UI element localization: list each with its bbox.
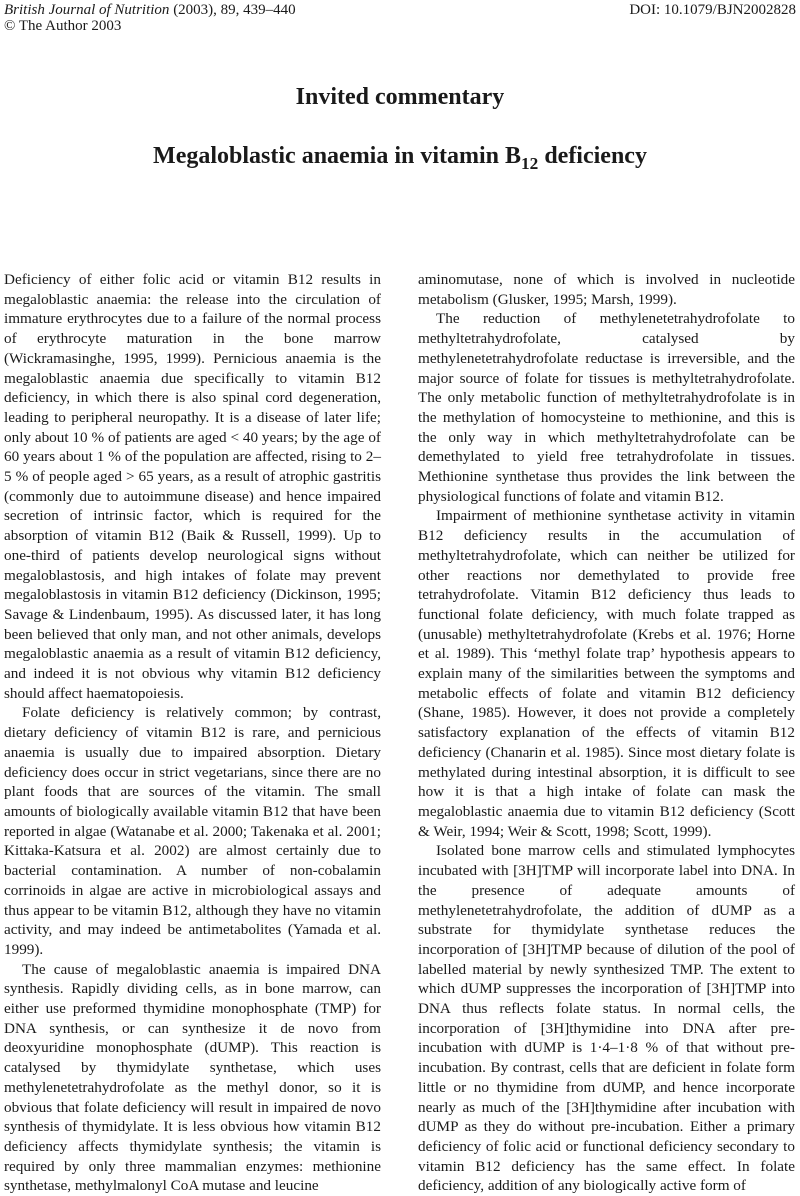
- paragraph: Deficiency of either folic acid or vitamin B12 results in megaloblastic anaemia: the release into the circulation of immature erythrocytes due to a failure of the normal process of erythrocyte maturation in the bone marrow (Wickramasinghe, 1995, 1999). Pernicious anaemia is the megaloblastic anaemia due specifically to vitamin B12 deficiency, in which there is also spinal cord degeneration, leading to peripheral neuropathy. It is a disease of later life; only about 10 % of patients are aged < 40 years; by the age of 60 years about 1 % of the population are affected, rising to 2–5 % of people aged > 65 years, as a result of atrophic gastritis (commonly due to autoimmune disease) and hence impaired secretion of intrinsic factor, which is required for the absorption of vitamin B12 (Baik & Russell, 1999). Up to one-third of patients develop neurological signs without megaloblastosis, and high intakes of folate may prevent megaloblastosis in vitamin B12 deficiency (Dickinson, 1995; Savage & Lindenbaum, 1995). As discussed later, it has long been believed that only man, and not other animals, develops megaloblastic anaemia as a result of vitamin B12 deficiency, and indeed it is not obvious why vitamin B12 deficiency should affect haematopoiesis.: [4, 271, 381, 702]
- paragraph-continued: aminomutase, none of which is involved in nucleotide metabolism (Glusker, 1995; Marsh, 1999).: [418, 271, 795, 308]
- paragraph: Impairment of methionine synthetase activity in vitamin B12 deficiency results in the accumulation of methyltetrahydrofolate, which can neither be utilized for other reactions nor demethylated to provide free tetrahydrofolate. Vitamin B12 deficiency thus leads to functional folate deficiency, with much folate trapped as (unusable) methyltetrahydrofolate (Krebs et al. 1976; Horne et al. 1989). This ‘methyl folate trap’ hypothesis appears to explain many of the similarities between the symptoms and metabolic effects of folate and vitamin B12 deficiency (Shane, 1985). However, it does not provide a completely satisfactory explanation of the effects of vitamin B12 deficiency (Chanarin et al. 1985). Since most dietary folate is methylated during intestinal absorption, it is difficult to see how it is that a high intake of folate can mask the megaloblastic anaemia due to vitamin B12 deficiency (Scott & Weir, 1994; Weir & Scott, 1998; Scott, 1999).: [418, 507, 795, 840]
- journal-name: British Journal of Nutrition: [4, 2, 170, 18]
- title-end: deficiency: [538, 143, 647, 169]
- left-column: [4, 270, 381, 1196]
- paragraph: The reduction of methylenetetrahydrofolate to methyltetrahydrofolate, catalysed by methylenetetrahydrofolate reductase is irreversible, and the major source of folate for tissues is methyltetrahydrofolate. The only metabolic function of methyltetrahydrofolate is in the methylation of homocysteine to methionine, and this is the only way in which methyltetrahydrofolate can be demethylated to yield free tetrahydrofolate in tissues. Methionine synthetase thus provides the link between the physiological functions of folate and vitamin B12.: [418, 310, 795, 505]
- citation-volume-pages: (2003), 89, 439–440: [169, 2, 296, 18]
- copyright-line: © The Author 2003: [4, 18, 122, 34]
- running-header-left: [4, 2, 296, 34]
- article-title: [0, 143, 800, 173]
- journal-citation: [4, 2, 296, 18]
- title-subscript: 12: [521, 153, 539, 173]
- paragraph: Isolated bone marrow cells and stimulated lymphocytes incubated with [3H]TMP will incorporate label into DNA. In the presence of adequate amounts of methylenetetrahydrofolate, the addition of dUMP as a substrate for thymidylate synthetase reduces the incorporation of [3H]TMP because of dilution of the pool of labelled material by newly synthesized TMP. The extent to which dUMP suppresses the incorporation of [3H]TMP into DNA thus reflects folate status. In normal cells, the incorporation of [3H]thymidine into DNA after pre-incubation with dUMP is 1·4–1·8 % of that without pre-incubation. By contrast, cells that are deficient in folate form little or no thymidine from dUMP, and hence incorporate nearly as much of the [3H]thymidine after incubation with dUMP as they do without pre-incubation. Either a primary deficiency of folic acid or functional deficiency secondary to vitamin B12 deficiency has the same effect. In folate deficiency, addition of any biologically active form of: [418, 842, 795, 1195]
- article-type: Invited commentary: [295, 84, 505, 110]
- doi-line: DOI: 10.1079/BJN2002828: [629, 2, 796, 18]
- paragraph: Folate deficiency is relatively common; by contrast, dietary deficiency of vitamin B12 is rare, and pernicious anaemia is usually due to impaired absorption. Dietary deficiency does occur in strict vegetarians, since there are no plant foods that are sources of the vitamin. The small amounts of biologically available vitamin B12 that have been reported in algae (Watanabe et al. 2000; Takenaka et al. 2001; Kittaka-Katsura et al. 2002) are almost certainly due to bacterial contamination. A number of non-cobalamin corrinoids in algae are active in microbiological assays and thus appear to be vitamin B12, although they have no vitamin activity, and may indeed be antimetabolites (Yamada et al. 1999).: [4, 704, 381, 958]
- paragraph: The cause of megaloblastic anaemia is impaired DNA synthesis. Rapidly dividing cells, as in bone marrow, can either use preformed thymidine monophosphate (TMP) for DNA synthesis, or can synthesize it de novo from deoxyuridine monophosphate (dUMP). This reaction is catalysed by thymidylate synthetase, which uses methylenetetrahydrofolate as the methyl donor, so it is obvious that folate deficiency will result in impaired de novo synthesis of thymidylate. It is less obvious how vitamin B12 deficiency affects thymidylate synthesis; the vitamin is required by only three mammalian enzymes: methionine synthetase, methylmalonyl CoA mutase and leucine: [4, 960, 381, 1195]
- title-main: Megaloblastic anaemia in vitamin B: [153, 143, 522, 169]
- right-column: [418, 270, 795, 1196]
